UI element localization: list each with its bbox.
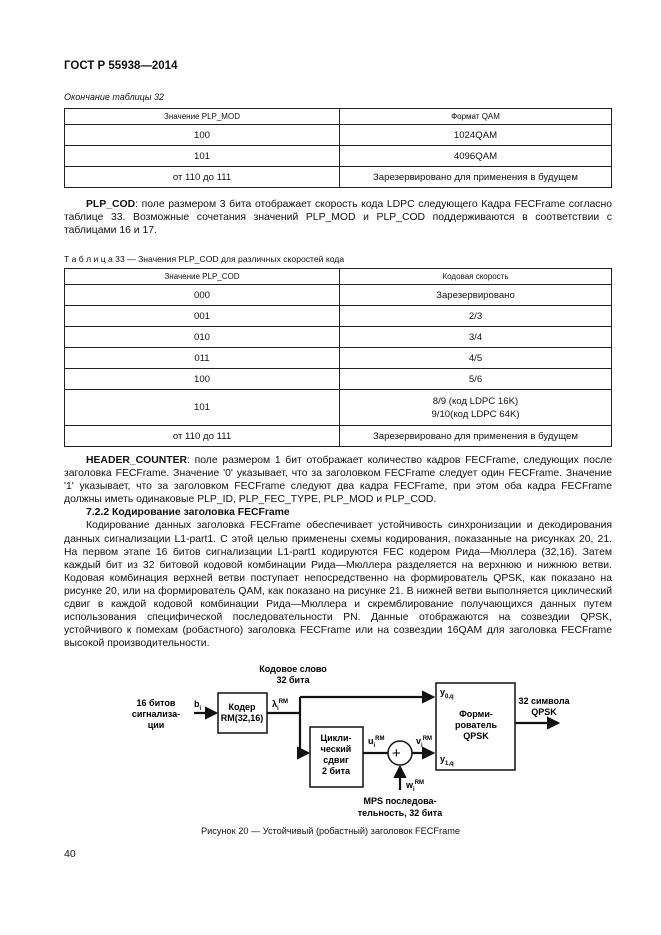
label: Форми-: [459, 709, 493, 719]
cell: от 110 до 111: [65, 167, 340, 188]
label: тельность, 32 бита: [357, 808, 443, 818]
cell: 5/6: [340, 369, 612, 390]
label: $v_i^{RM}$: [416, 736, 433, 749]
label: МPS последова-: [363, 796, 437, 806]
column-header: Значение PLP_MOD: [65, 109, 340, 125]
column-header: Формат QAM: [340, 109, 612, 125]
table-row: [65, 125, 612, 146]
table-row: [65, 390, 612, 426]
term: PLP_COD: [86, 199, 136, 210]
label: $b_i$: [194, 699, 202, 712]
label: $\lambda_i^{RM}$: [272, 699, 289, 712]
table-33: [64, 268, 612, 447]
cell: 101: [65, 390, 340, 426]
plus-sign: +: [392, 745, 401, 762]
paragraph-text: Кодирование данных заголовка FECFrame обеспечивает устойчивость синхронизации и декодирования данных сигнализации L1-part1. С этой целью применены схемы кодирования, показанные на рисунках 20, 21. На первом этапе 16 битов сигнализации L1-part1 кодируются FEC кодером Рида—Мюллера (32,16). Затем каждый бит из 32 битовой кодовой комбинации Рида—Мюллера разделяется на верхнюю и нижнюю ветви. Кодовая комбинация верхней ветви поступает непосредственно на формирователь QPSK, как показано на рисунке 20, или на формирователь QAM, как показано на рисунке 21. В нижней ветви выполняется циклический сдвиг в каждой кодовой комбинации Рида—Мюллера и скремблирование получающихся данных путем использования специфической последовательности PN. Данные отображаются на созвездии QPSK, устойчивого к помехам (робастного) заголовка FECFrame или на созвездии 16QAM для заголовка FECFrame высокой производительности.: [64, 520, 612, 650]
cell-line: 9/10(код LDPC 64K): [431, 408, 520, 420]
table-32: [64, 108, 612, 188]
label: 32 бита: [276, 675, 310, 685]
paragraph-text: : поле размером 3 бита отображает скорость кода LDPC следующего Кадра FECFrame согласно таблице 33. Возможные сочетания значений PLP_MOD и PLP_COD поддерживаются в соответствии с таблицами 16 и 17.: [64, 199, 612, 237]
cell: 3/4: [340, 327, 612, 348]
column-header: Кодовая скорость: [340, 269, 612, 285]
cell: [340, 390, 612, 426]
figure-20-diagram: [110, 660, 580, 822]
figure-caption: Рисунок 20 — Устойчивый (робастный) заголовок FECFrame: [201, 826, 460, 836]
cell: 2/3: [340, 306, 612, 327]
table-row: [65, 146, 612, 167]
label: 16 битов: [136, 698, 176, 708]
label: $y_{0,q}$: [440, 687, 454, 700]
cell: 4/5: [340, 348, 612, 369]
cell: от 110 до 111: [65, 426, 340, 447]
label: сдвиг: [323, 755, 349, 765]
label: Кодер: [228, 702, 256, 712]
cell: Зарезервировано: [340, 285, 612, 306]
label: QPSK: [531, 707, 557, 717]
table-row: [65, 306, 612, 327]
table-row: [65, 348, 612, 369]
label: $u_i^{RM}$: [368, 736, 385, 749]
cell: 4096QAM: [340, 146, 612, 167]
cell: 011: [65, 348, 340, 369]
table-row: [65, 167, 612, 188]
paragraph-text: : поле размером 1 бит отображает количество кадров FECFrame, следующих после заголовка FECFrame. Значение '0' указывает, что за заголовком FECFrame следует один FECFrame. Значение '1' указывает, что за заголовком FECFrame следуют два кадра FECFrame, при этом оба кадра FECFrame должны иметь одинаковые PLP_ID, PLP_FEC_TYPE, PLP_MOD и PLP_COD.: [64, 455, 612, 506]
cell: 101: [65, 146, 340, 167]
table32-caption: Окончание таблицы 32: [64, 92, 164, 102]
label: $w_i^{RM}$: [406, 780, 425, 793]
table-row: [65, 369, 612, 390]
label: Кодовое слово: [259, 664, 327, 674]
cell: Зарезервировано для применения в будущем: [340, 426, 612, 447]
cell: 010: [65, 327, 340, 348]
label: 32 символа: [518, 696, 570, 706]
cell: 001: [65, 306, 340, 327]
table33-caption: Т а б л и ц а 33 — Значения PLP_COD для различных скоростей кода: [64, 254, 345, 264]
table-row: [65, 327, 612, 348]
table-row: [65, 285, 612, 306]
term: HEADER_COUNTER: [86, 455, 188, 466]
label: 2 бита: [321, 766, 351, 776]
paragraph-plp-cod: [64, 198, 612, 237]
cell: 100: [65, 369, 340, 390]
label: $y_{1,q}$: [440, 754, 454, 767]
table-row: [65, 426, 612, 447]
cell: Зарезервировано для применения в будущем: [340, 167, 612, 188]
label: RM(32,16): [220, 713, 264, 723]
cell: 000: [65, 285, 340, 306]
cell: 1024QAM: [340, 125, 612, 146]
document-header: ГОСТ Р 55938—2014: [64, 60, 178, 72]
cell: 100: [65, 125, 340, 146]
column-header: Значение PLP_COD: [65, 269, 340, 285]
cell-line: 8/9 (код LDPC 16K): [432, 395, 519, 407]
label: Цикли-: [320, 733, 352, 743]
page-number: 40: [64, 848, 76, 860]
label: ции: [147, 720, 165, 730]
label: рователь: [454, 720, 498, 730]
label: сигнализа-: [131, 709, 181, 719]
label: QPSK: [463, 731, 489, 741]
label: ческий: [320, 744, 352, 754]
section-heading: 7.2.2 Кодирование заголовка FECFrame: [86, 507, 290, 519]
body-text: [64, 454, 612, 650]
